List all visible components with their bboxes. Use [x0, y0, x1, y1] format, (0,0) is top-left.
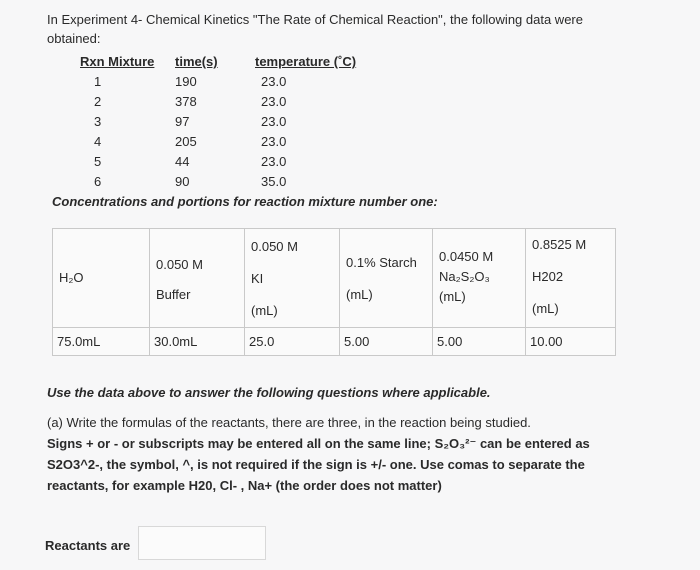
starch-label: 0.1% Starch — [346, 255, 417, 270]
row-4-temp: 23.0 — [261, 134, 287, 149]
question-part-a — [47, 412, 627, 496]
row-5-time: 44 — [175, 154, 190, 169]
question-line-3: S2O3^2-, the symbol, ^, is not required if the sign is +/- one. Use comas to separate the — [47, 457, 585, 472]
header-rxn-mixture: Rxn Mixture — [80, 54, 155, 69]
h2o-label: H₂O — [59, 270, 84, 285]
h2o2-label: H202 — [532, 269, 564, 284]
value-ki: 25.0 — [245, 328, 340, 356]
row-5-mixture: 5 — [94, 154, 102, 169]
value-h2o: 75.0mL — [53, 328, 150, 356]
reaction-data-table — [47, 52, 447, 202]
intro-text — [47, 10, 647, 189]
concentration-table — [52, 228, 616, 356]
row-2-mixture: 2 — [94, 94, 102, 109]
value-starch: 5.00 — [340, 328, 433, 356]
question-line-2: Signs + or - or subscripts may be entered all on the same line; S₂O₃²⁻ can be entered as — [47, 436, 590, 451]
row-3-mixture: 3 — [94, 114, 102, 129]
value-thiosulfate: 5.00 — [433, 328, 526, 356]
buffer-label: Buffer — [156, 287, 191, 302]
concentration-header-row — [53, 229, 616, 328]
row-6-mixture: 6 — [94, 174, 102, 189]
thio-conc: 0.0450 M — [439, 249, 494, 264]
row-4-time: 205 — [175, 134, 197, 149]
buffer-conc: 0.050 M — [156, 257, 203, 272]
concentrations-title: Concentrations and portions for reaction mixture number one: — [52, 194, 438, 209]
thio-label: Na₂S₂O₃ — [439, 269, 490, 284]
row-6-temp: 35.0 — [261, 174, 287, 189]
row-2-time: 378 — [175, 94, 197, 109]
value-buffer: 30.0mL — [150, 328, 245, 356]
intro-line-1: In Experiment 4- Chemical Kinetics "The Rate of Chemical Reaction", the following data were — [47, 12, 583, 27]
col-buffer-header — [150, 229, 245, 328]
row-3-time: 97 — [175, 114, 190, 129]
col-ki-header — [245, 229, 340, 328]
row-1-time: 190 — [175, 74, 197, 89]
use-data-instruction: Use the data above to answer the following questions where applicable. — [47, 385, 491, 400]
ki-conc: 0.050 M — [251, 239, 298, 254]
concentration-value-row — [53, 328, 616, 356]
ki-label: KI — [251, 271, 264, 286]
col-h2o2-header — [526, 229, 616, 328]
h2o2-unit: (mL) — [532, 301, 559, 316]
row-4-mixture: 4 — [94, 134, 102, 149]
h2o2-conc: 0.8525 M — [532, 237, 587, 252]
row-3-temp: 23.0 — [261, 114, 287, 129]
col-starch-header — [340, 229, 433, 328]
question-line-4: reactants, for example H20, Cl- , Na+ (the order does not matter) — [47, 478, 442, 493]
ki-unit: (mL) — [251, 303, 278, 318]
row-2-temp: 23.0 — [261, 94, 287, 109]
row-5-temp: 23.0 — [261, 154, 287, 169]
reactants-input[interactable] — [138, 526, 266, 560]
reactants-label: Reactants are — [45, 538, 131, 553]
header-time: time(s) — [175, 54, 218, 69]
thio-unit: (mL) — [439, 289, 466, 304]
value-h2o2: 10.00 — [526, 328, 616, 356]
intro-line-2: obtained: — [47, 31, 101, 46]
col-thiosulfate-header — [433, 229, 526, 328]
col-h2o-header — [53, 229, 150, 328]
row-1-temp: 23.0 — [261, 74, 287, 89]
header-temperature: temperature (˚C) — [255, 54, 357, 69]
question-line-1: (a) Write the formulas of the reactants, there are three, in the reaction being studied. — [47, 415, 531, 430]
starch-unit: (mL) — [346, 287, 373, 302]
row-6-time: 90 — [175, 174, 190, 189]
row-1-mixture: 1 — [94, 74, 102, 89]
